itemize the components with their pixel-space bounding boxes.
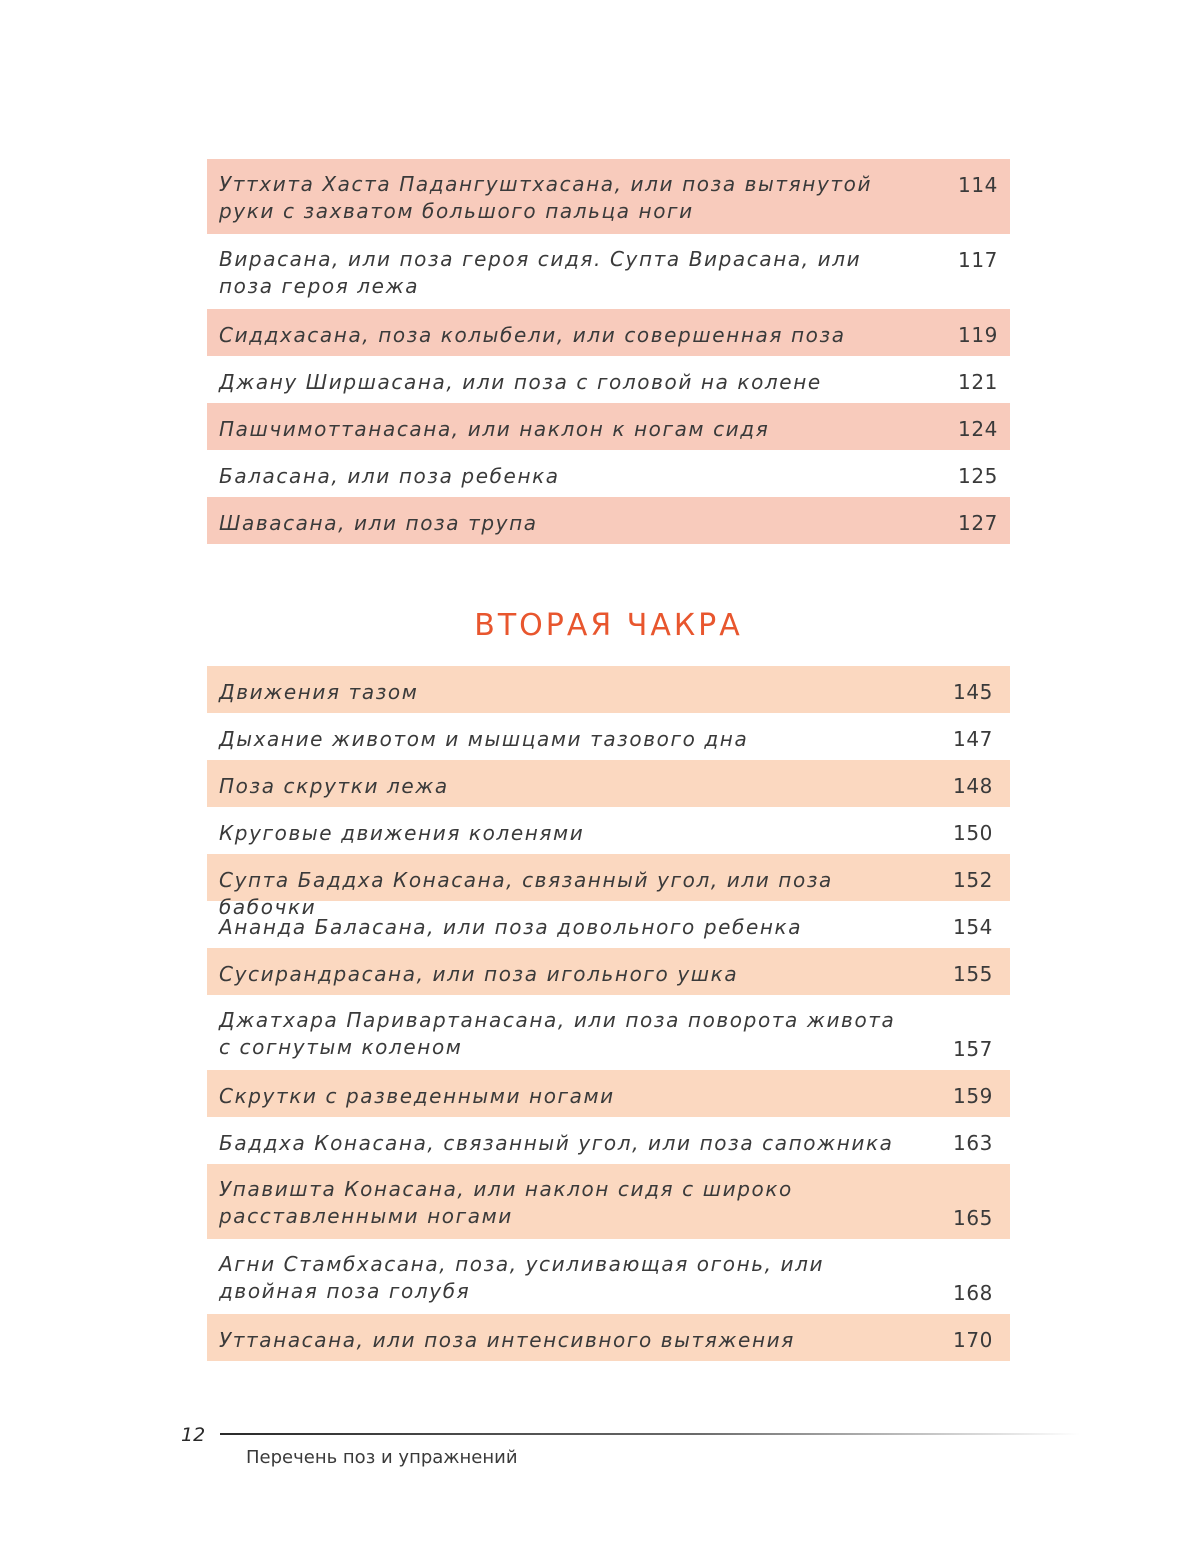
toc-entry[interactable] bbox=[207, 807, 1010, 854]
entry-title: Джану Ширшасана, или поза с головой на колене bbox=[219, 370, 822, 394]
toc-entry[interactable] bbox=[207, 948, 1010, 995]
toc-entry[interactable] bbox=[207, 1314, 1010, 1361]
entry-title: Ананда Баласана, или поза довольного ребенка bbox=[219, 915, 803, 939]
entry-page: 121 bbox=[958, 370, 998, 394]
entry-page: 150 bbox=[953, 821, 993, 845]
toc-entry[interactable] bbox=[207, 497, 1010, 544]
page-number: 12 bbox=[181, 1424, 206, 1446]
entry-page: 168 bbox=[953, 1281, 993, 1305]
second-chakra-list bbox=[207, 666, 1010, 1361]
entry-page: 127 bbox=[958, 511, 998, 535]
toc-entry[interactable] bbox=[207, 234, 1010, 309]
entry-title: Супта Баддха Конасана, связанный угол, или поза бабочки bbox=[219, 868, 833, 919]
entry-title: Упавишта Конасана, или наклон сидя с широко расставленными ногами bbox=[219, 1177, 793, 1228]
entry-page: 147 bbox=[953, 727, 993, 751]
toc-entry[interactable] bbox=[207, 403, 1010, 450]
entry-title: Шавасана, или поза трупа bbox=[219, 511, 538, 535]
entry-page: 114 bbox=[958, 173, 998, 197]
toc-entry[interactable] bbox=[207, 666, 1010, 713]
entry-title: Уттанасана, или поза интенсивного вытяжения bbox=[219, 1328, 795, 1352]
entry-page: 117 bbox=[958, 248, 998, 272]
entry-page: 159 bbox=[953, 1084, 993, 1108]
entry-page: 125 bbox=[958, 464, 998, 488]
entry-page: 157 bbox=[953, 1037, 993, 1061]
entry-title: Сиддхасана, поза колыбели, или совершенная поза bbox=[219, 323, 846, 347]
entry-page: 152 bbox=[953, 868, 993, 892]
toc-entry[interactable] bbox=[207, 1164, 1010, 1239]
entry-page: 163 bbox=[953, 1131, 993, 1155]
entry-title: Поза скрутки лежа bbox=[219, 774, 449, 798]
entry-page: 124 bbox=[958, 417, 998, 441]
entry-page: 155 bbox=[953, 962, 993, 986]
toc-entry[interactable] bbox=[207, 713, 1010, 760]
entry-title: Дыхание животом и мышцами тазового дна bbox=[219, 727, 749, 751]
entry-title: Сусирандрасана, или поза игольного ушка bbox=[219, 962, 739, 986]
entry-page: 165 bbox=[953, 1206, 993, 1230]
first-section-list bbox=[207, 159, 1010, 544]
entry-page: 154 bbox=[953, 915, 993, 939]
entry-page: 170 bbox=[953, 1328, 993, 1352]
toc-entry[interactable] bbox=[207, 1117, 1010, 1164]
entry-title: Баддха Конасана, связанный угол, или поза сапожника bbox=[219, 1131, 894, 1155]
section-heading: ВТОРАЯ ЧАКРА bbox=[474, 608, 743, 643]
entry-title: Пашчимоттанасана, или наклон к ногам сидя bbox=[219, 417, 770, 441]
footer-divider bbox=[220, 1433, 1080, 1435]
running-footer-caption: Перечень поз и упражнений bbox=[246, 1447, 518, 1468]
entry-title: Джатхара Паривартанасана, или поза поворота живота с согнутым коленом bbox=[219, 1008, 896, 1059]
toc-entry[interactable] bbox=[207, 309, 1010, 356]
toc-entry[interactable] bbox=[207, 159, 1010, 234]
entry-page: 145 bbox=[953, 680, 993, 704]
toc-entry[interactable] bbox=[207, 356, 1010, 403]
toc-entry[interactable] bbox=[207, 1239, 1010, 1314]
toc-entry[interactable] bbox=[207, 995, 1010, 1070]
entry-page: 119 bbox=[958, 323, 998, 347]
toc-entry[interactable] bbox=[207, 1070, 1010, 1117]
entry-title: Агни Стамбхасана, поза, усиливающая огонь, или двойная поза голубя bbox=[219, 1252, 825, 1303]
toc-entry[interactable] bbox=[207, 760, 1010, 807]
entry-title: Баласана, или поза ребенка bbox=[219, 464, 560, 488]
entry-title: Движения тазом bbox=[219, 680, 419, 704]
entry-title: Уттхита Хаста Падангуштхасана, или поза вытянутой руки с захватом большого пальца ноги bbox=[219, 172, 873, 223]
entry-page: 148 bbox=[953, 774, 993, 798]
entry-title: Круговые движения коленями bbox=[219, 821, 585, 845]
toc-entry[interactable] bbox=[207, 450, 1010, 497]
entry-title: Скрутки с разведенными ногами bbox=[219, 1084, 615, 1108]
toc-entry[interactable] bbox=[207, 854, 1010, 919]
entry-title: Вирасана, или поза героя сидя. Супта Вирасана, или поза героя лежа bbox=[219, 247, 862, 298]
toc-entry[interactable] bbox=[207, 901, 1010, 948]
